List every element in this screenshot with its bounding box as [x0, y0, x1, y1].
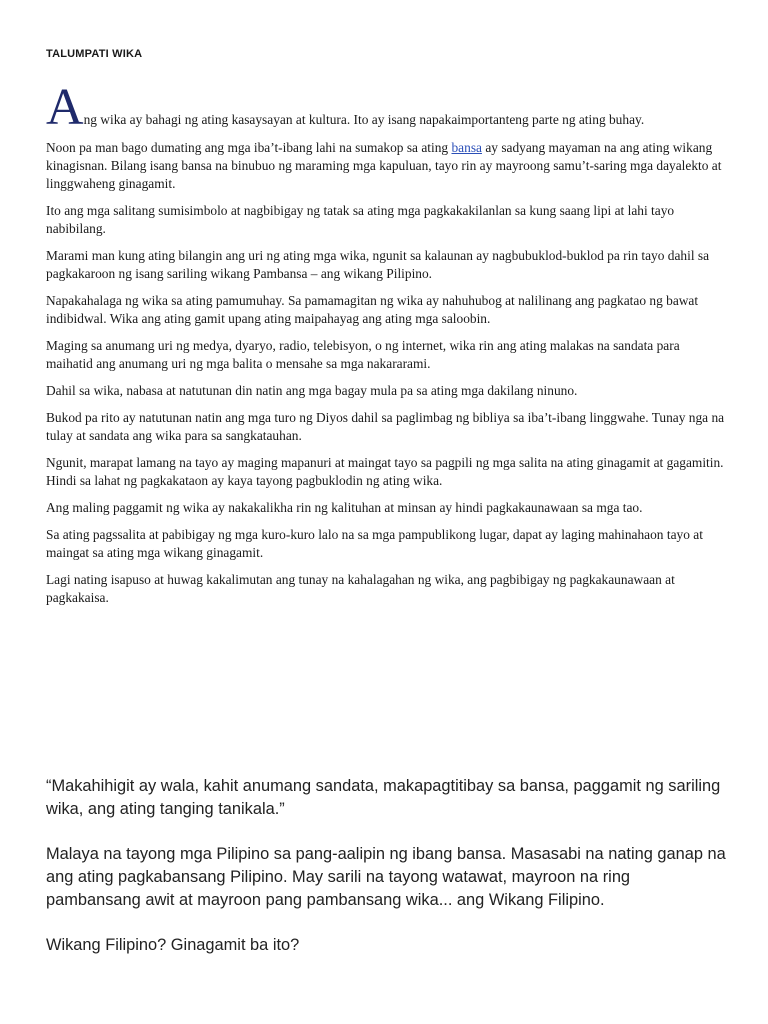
quote-paragraph: “Makahihigit ay wala, kahit anumang sandata, makapagtitibay sa bansa, paggamit ng sariling wika, ang ating tanging tanikala.” [46, 777, 721, 818]
paragraph-2-text-before: Noon pa man bago dumating ang mga iba’t-ibang lahi na sumakop sa ating [46, 140, 452, 155]
drop-cap: A [46, 79, 84, 136]
paragraph-5: Napakahalaga ng wika sa ating pamumuhay. Sa pamamagitan ng wika ay nahuhubog at nalilinang ang pagkatao ng bawat indibidwal. Wika ang ating gamit upang ating maipahayag ang ating mga saloobin. [46, 293, 699, 326]
paragraph-12: Lagi nating isapuso at huwag kakalimutan ang tunay na kahalagahan ng wika, ang pagbibigay ng pagkakaunawaan at pagkakaisa. [46, 572, 675, 605]
document-title: TALUMPATI WIKA [46, 48, 143, 60]
document-body [46, 79, 726, 616]
lower-paragraph: Malaya na tayong mga Pilipino sa pang-aalipin ng ibang bansa. Masasabi na nating ganap na ang ating pagkabansang Pilipino. May sarili na tayong watawat, mayroon na ring pambansang awit at mayroon pang pambansang wika... ang Wikang Filipino. [46, 845, 726, 909]
bansa-link[interactable]: bansa [451, 140, 482, 155]
intro-text: ng wika ay bahagi ng ating kasaysayan at kultura. Ito ay isang napakaimportanteng parte ng ating buhay. [83, 112, 645, 127]
paragraph-9: Ngunit, marapat lamang na tayo ay maging mapanuri at maingat tayo sa pagpili ng mga salita na ating ginagamit at gagamitin. Hindi sa lahat ng pagkakataon ay kaya tayong pagbuklodin ng ating wika. [46, 455, 724, 488]
paragraph-8: Bukod pa rito ay natutunan natin ang mga turo ng Diyos dahil sa paglimbag ng bibliya sa iba’t-ibang linggwahe. Tunay nga na tulay at sandata ang wika para sa sangkatauhan. [46, 410, 725, 443]
paragraph-2 [46, 139, 726, 193]
paragraph-11: Sa ating pagssalita at pabibigay ng mga kuro-kuro lalo na sa mga pampublikong lugar, dapat ay laging mahinahaon tayo at maingat sa ating mga wikang ginagamit. [46, 527, 703, 560]
paragraph-3: Ito ang mga salitang sumisimbolo at nagbibigay ng tatak sa ating mga pagkakakilanlan sa kung saang lipi at lahi tayo nabibilang. [46, 203, 675, 236]
question-paragraph: Wikang Filipino? Ginagamit ba ito? [46, 936, 300, 954]
paragraph-2-text-after: ay sadyang mayaman na ang ating wikang kinagisnan. Bilang isang bansa na binubuo ng maraming mga kapuluan, tayo rin ay mayroong samu’t-saring mga dayalekto at linggwaheng ginagamit. [46, 140, 722, 191]
paragraph-10: Ang maling paggamit ng wika ay nakakalikha rin ng kalituhan at minsan ay hindi pagkakaunawaan sa mga tao. [46, 500, 643, 515]
paragraph-6: Maging sa anumang uri ng medya, dyaryo, radio, telebisyon, o ng internet, wika rin ang ating malakas na sandata para maihatid ang anumang uri ng mga balita o mensahe sa mga nakararami. [46, 338, 680, 371]
paragraph-4: Marami man kung ating bilangin ang uri ng ating mga wika, ngunit sa kalaunan ay nagbubuklod-buklod pa rin tayo dahil sa pagkakaroon ng isang sariling wikang Pambansa – ang wikang Pilipino. [46, 248, 710, 281]
lower-section [46, 775, 726, 979]
paragraph-intro [46, 79, 726, 136]
paragraph-7: Dahil sa wika, nabasa at natutunan din natin ang mga bagay mula pa sa ating mga dakilang ninuno. [46, 383, 578, 398]
